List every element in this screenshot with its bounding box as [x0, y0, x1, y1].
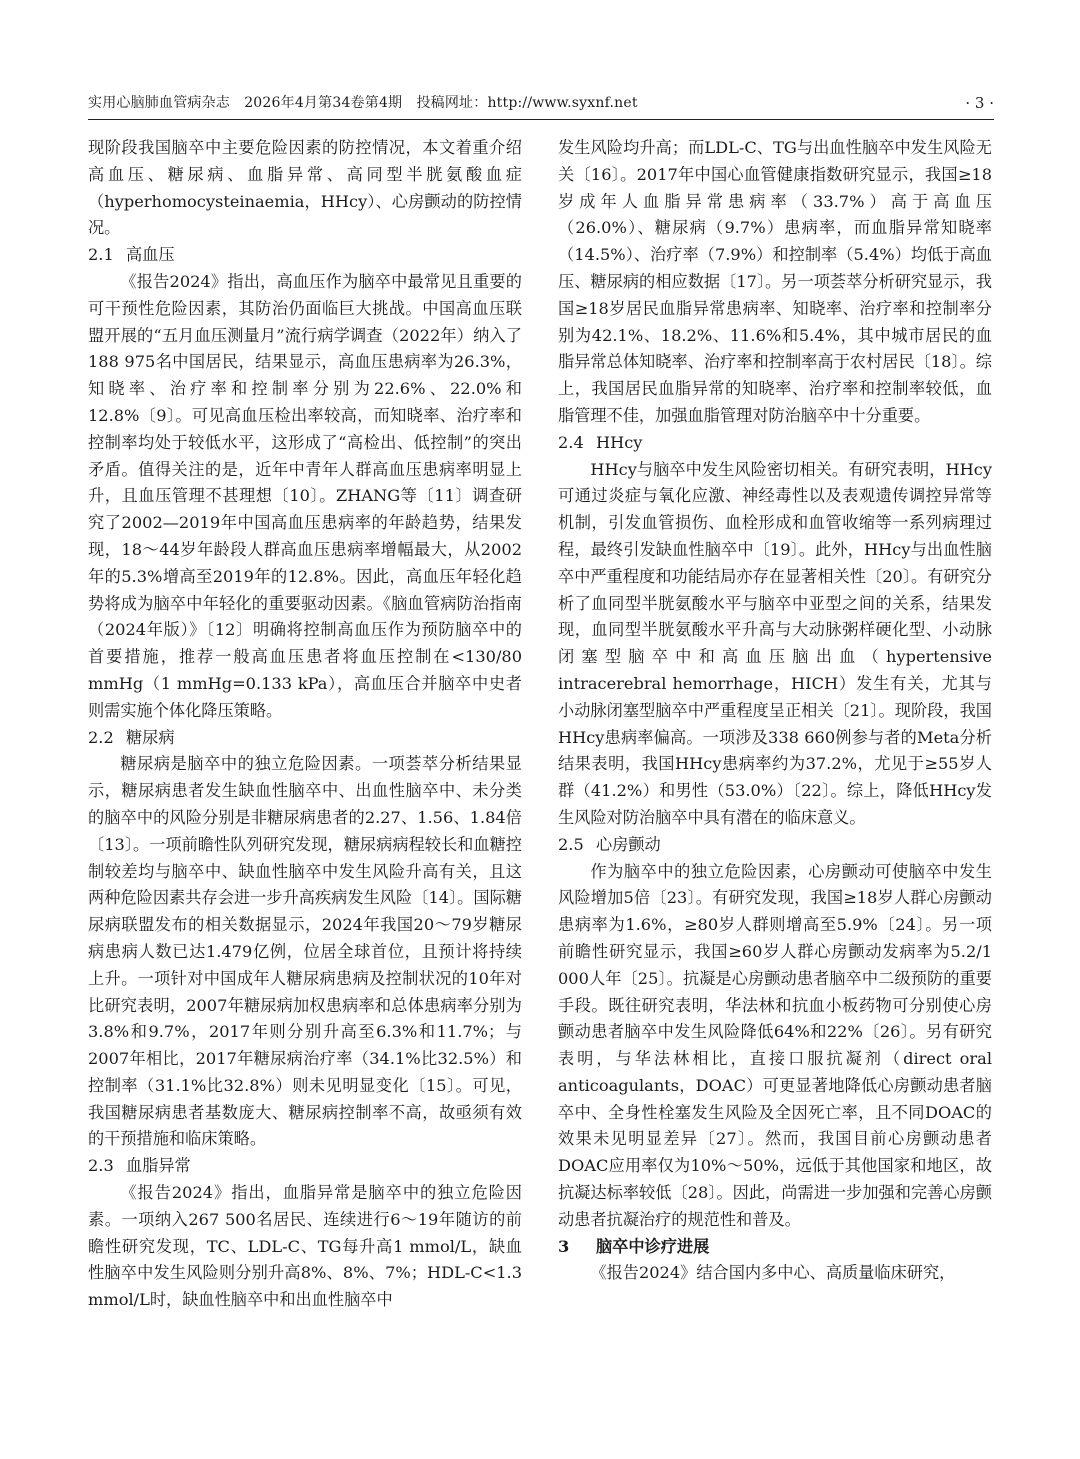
section-heading-2-5: 2.5 心房颤动 [558, 834, 661, 854]
paragraph: 《报告2024》指出，血脂异常是脑卒中的独立危险因素。一项纳入267 500名居民、连续进行6～19年随访的前瞻性研究发现，TC、LDL-C、TG每升高1 mmol/L，缺血性脑卒中发生风险则分别升高8%、8%、7%；HDL-C<1.3 mmol/L时，缺血性脑卒中和出血性脑卒中 [88, 1183, 522, 1310]
running-header [88, 94, 994, 116]
section-heading-2-4: 2.4 HHcy [558, 432, 643, 452]
header-rule [88, 119, 994, 120]
paragraph: 《报告2024》指出，高血压作为脑卒中最常见且重要的可干预性危险因素，其防治仍面临巨大挑战。中国高血压联盟开展的“五月血压测量月”流行病学调查（2022年）纳入了188 975名中国居民，结果显示，高血压患病率为26.3%，知晓率、治疗率和控制率分别为22.6%、22.0%和12.8%〔9〕。可见高血压检出率较高，而知晓率、治疗率和控制率均处于较低水平，这形成了“高检出、低控制”的突出矛盾。值得关注的是，近年中青年人群高血压患病率明显上升，且血压管理不甚理想〔10〕。ZHANG等〔11〕调查研究了2002—2019年中国高血压患病率的年龄趋势，结果发现，18～44岁年龄段人群高血压患病率增幅最大，从2002年的5.3%增高至2019年的12.8%。因此，高血压年轻化趋势将成为脑卒中年轻化的重要驱动因素。《脑血管病防治指南（2024年版）》〔12〕明确将控制高血压作为预防脑卒中的首要措施，推荐一般高血压患者将血压控制在<130/80 mmHg（1 mmHg=0.133 kPa），高血压合并脑卒中史者则需实施个体化降压策略。 [88, 271, 522, 720]
paragraph: 《报告2024》结合国内多中心、高质量临床研究， [590, 1263, 956, 1283]
paragraph: 作为脑卒中的独立危险因素，心房颤动可使脑卒中发生风险增加5倍〔23〕。有研究发现，我国≥18岁人群心房颤动患病率为1.6%，≥80岁人群则增高至5.9%〔24〕。另一项前瞻性研究显示，我国≥60岁人群心房颤动发病率为5.2/1 000人年〔25〕。抗凝是心房颤动患者脑卒中二级预防的重要手段。既往研究表明，华法林和抗血小板药物可分别使心房颤动患者脑卒中发生风险降低64%和22%〔26〕。另有研究表明，与华法林相比，直接口服抗凝剂（direct oral anticoagulants，DOAC）可更显著地降低心房颤动患者脑卒中、全身性栓塞发生风险及全因死亡率，且不同DOAC的效果未见明显差异〔27〕。然而，我国目前心房颤动患者DOAC应用率仅为10%～50%，远低于其他国家和地区，故抗凝达标率较低〔28〕。因此，尚需进一步加强和完善心房颤动患者抗凝治疗的规范性和普及。 [558, 861, 992, 1229]
paragraph: 发生风险均升高；而LDL-C、TG与出血性脑卒中发生风险无关〔16〕。2017年中国心血管健康指数研究显示，我国≥18岁成年人血脂异常患病率（33.7%）高于高血压（26.0%）、糖尿病（9.7%）患病率，而血脂异常知晓率（14.5%）、治疗率（7.9%）和控制率（5.4%）均低于高血压、糖尿病的相应数据〔17〕。另一项荟萃分析研究显示，我国≥18岁居民血脂异常患病率、知晓率、治疗率和控制率分别为42.1%、18.2%、11.6%和5.4%，其中城市居民的血脂异常总体知晓率、治疗率和控制率高于农村居民〔18〕。综上，我国居民血脂异常的知晓率、治疗率和控制率较低，血脂管理不佳，加强血脂管理对防治脑卒中十分重要。 [558, 138, 992, 425]
paragraph: 现阶段我国脑卒中主要危险因素的防控情况，本文着重介绍高血压、糖尿病、血脂异常、高同型半胱氨酸血症（hyperhomocysteinaemia，HHcy）、心房颤动的防控情况。 [88, 138, 522, 238]
journal-info: 实用心脑肺血管病杂志 2026年4月第34卷第4期 投稿网址：http://www.syxnf.net [88, 95, 638, 111]
left-column [88, 135, 522, 1314]
right-column [558, 135, 992, 1287]
paragraph: 糖尿病是脑卒中的独立危险因素。一项荟萃分析结果显示，糖尿病患者发生缺血性脑卒中、出血性脑卒中、未分类的脑卒中的风险分别是非糖尿病患者的2.27、1.56、1.84倍〔13〕。一项前瞻性队列研究发现，糖尿病病程较长和血糖控制较差均与脑卒中、缺血性脑卒中发生风险升高有关，且这两种危险因素共存会进一步升高疾病发生风险〔14〕。国际糖尿病联盟发布的相关数据显示，2024年我国20～79岁糖尿病患病人数已达1.479亿例，位居全球首位，且预计将持续上升。一项针对中国成年人糖尿病患病及控制状况的10年对比研究表明，2007年糖尿病加权患病率和总体患病率分别为3.8%和9.7%，2017年则分别升高至6.3%和11.7%；与2007年相比，2017年糖尿病治疗率（34.1%比32.5%）和控制率（31.1%比32.8%）则未见明显变化〔15〕。可见，我国糖尿病患者基数庞大、糖尿病控制率不高，故亟须有效的干预措施和临床策略。 [88, 754, 522, 1149]
section-heading-2-2: 2.2 糖尿病 [88, 727, 175, 747]
page-number: · 3 · [965, 94, 994, 112]
section-heading-3: 3 脑卒中诊疗进展 [558, 1236, 710, 1256]
paragraph: HHcy与脑卒中发生风险密切相关。有研究表明，HHcy可通过炎症与氧化应激、神经毒性以及表观遗传调控异常等机制，引发血管损伤、血栓形成和血管收缩等一系列病理过程，最终引发缺血性脑卒中〔19〕。此外，HHcy与出血性脑卒中严重程度和功能结局亦存在显著相关性〔20〕。有研究分析了血同型半胱氨酸水平与脑卒中亚型之间的关系，结果发现，血同型半胱氨酸水平升高与大动脉粥样硬化型、小动脉闭塞型脑卒中和高血压脑出血（hypertensive intracerebral hemorrhage，HICH）发生有关，尤其与小动脉闭塞型脑卒中严重程度呈正相关〔21〕。现阶段，我国HHcy患病率偏高。一项涉及338 660例参与者的Meta分析结果表明，我国HHcy患病率约为37.2%，尤见于≥55岁人群（41.2%）和男性（53.0%）〔22〕。综上，降低HHcy发生风险对防治脑卒中具有潜在的临床意义。 [558, 459, 992, 827]
section-heading-2-1: 2.1 高血压 [88, 245, 175, 265]
section-heading-2-3: 2.3 血脂异常 [88, 1156, 191, 1176]
